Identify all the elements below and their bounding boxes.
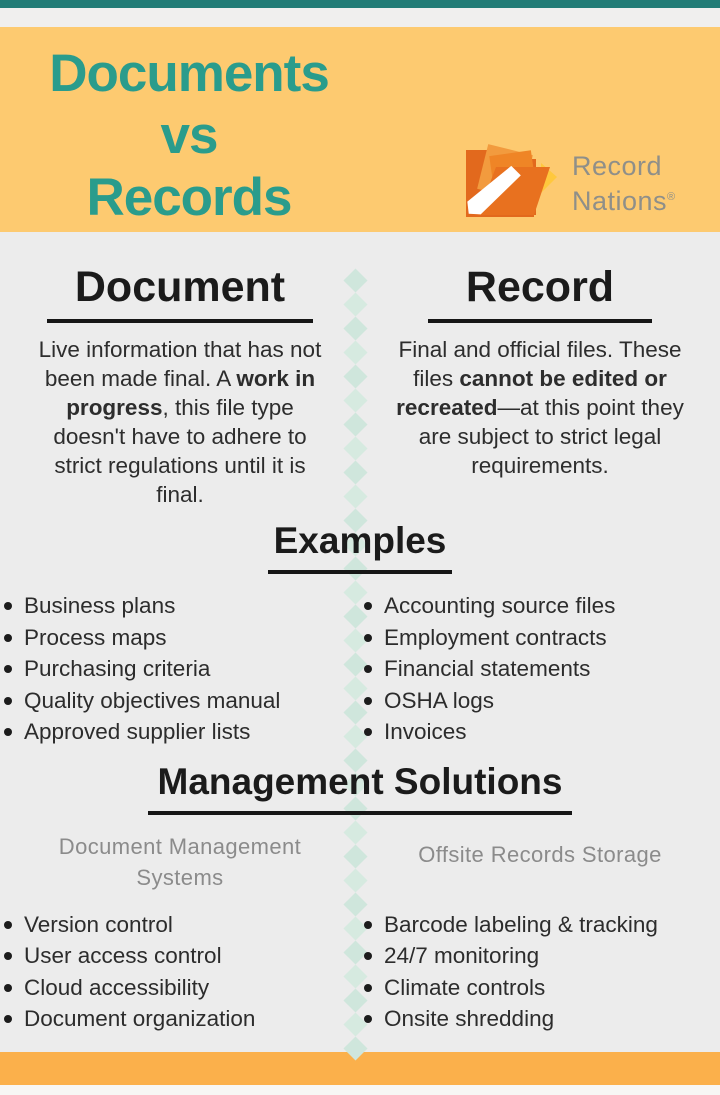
record-description: Final and official files. These files cannot be edited or recreated—at this point they are subject to strict legal requirements. — [396, 337, 684, 478]
title-line-documents: Documents — [49, 44, 329, 103]
list-item: OSHA logs — [360, 685, 720, 717]
document-heading-underline — [47, 319, 313, 323]
top-teal-strip — [0, 0, 720, 8]
logo-word-record: Record — [572, 151, 663, 181]
list-item: Barcode labeling & tracking — [360, 909, 720, 941]
list-item: Invoices — [360, 716, 720, 748]
offsite-records-storage-subheading: Offsite Records Storage — [418, 841, 662, 867]
folder-icon — [458, 137, 562, 217]
document-heading: Document — [74, 263, 286, 311]
registered-trademark-symbol: ® — [667, 191, 676, 203]
management-section-header — [0, 760, 720, 815]
record-heading: Record — [465, 263, 615, 311]
header-banner — [0, 27, 720, 232]
management-lists — [0, 895, 720, 1035]
examples-heading: Examples — [273, 520, 447, 561]
list-item: User access control — [0, 940, 360, 972]
list-item: Climate controls — [360, 972, 720, 1004]
list-item: Quality objectives manual — [0, 685, 360, 717]
list-item: Purchasing criteria — [0, 653, 360, 685]
page-title — [0, 43, 378, 229]
record-examples-list — [360, 590, 720, 748]
list-item: Accounting source files — [360, 590, 720, 622]
management-heading-underline — [148, 811, 572, 815]
document-management-systems-subheading: Document Management Systems — [58, 833, 302, 890]
list-item: Employment contracts — [360, 622, 720, 654]
logo-wordmark — [572, 151, 676, 217]
document-management-list — [0, 909, 360, 1035]
comparison-section — [0, 262, 720, 509]
bottom-light-strip — [0, 1085, 720, 1095]
list-item: Version control — [0, 909, 360, 941]
logo-word-nations: Nations® — [572, 186, 676, 216]
document-examples-list — [0, 590, 360, 748]
list-item: Cloud accessibility — [0, 972, 360, 1004]
management-solutions-heading: Management Solutions — [157, 760, 563, 802]
management-subheadings — [0, 831, 720, 893]
list-item: Document organization — [0, 1003, 360, 1035]
list-item: Approved supplier lists — [0, 716, 360, 748]
list-item: Business plans — [0, 590, 360, 622]
document-column — [0, 262, 360, 509]
examples-lists — [0, 576, 720, 748]
title-line-vs: vs — [160, 106, 218, 165]
list-item: Onsite shredding — [360, 1003, 720, 1035]
title-line-records: Records — [86, 168, 292, 227]
examples-heading-underline — [268, 570, 452, 574]
record-heading-underline — [428, 319, 652, 323]
document-description: Live information that has not been made final. A work in progress, this file type doesn't have to adhere to strict regulations until it is final. — [38, 337, 322, 507]
offsite-storage-list — [360, 909, 720, 1035]
examples-section-header — [0, 519, 720, 574]
main-content — [0, 262, 720, 1052]
list-item: 24/7 monitoring — [360, 940, 720, 972]
record-column — [360, 262, 720, 509]
top-gray-strip — [0, 8, 720, 27]
list-item: Financial statements — [360, 653, 720, 685]
list-item: Process maps — [0, 622, 360, 654]
record-nations-logo — [458, 137, 676, 217]
